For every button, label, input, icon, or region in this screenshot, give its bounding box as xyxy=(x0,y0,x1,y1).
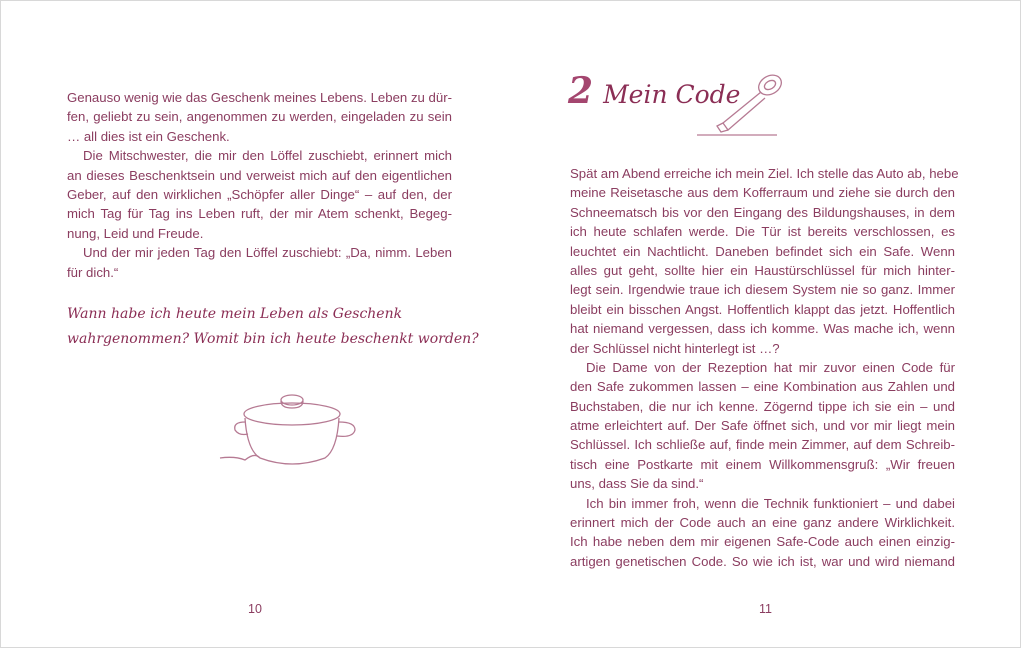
text-line: Die Dame von der Rezeption hat mir zuvor einen Code für xyxy=(586,359,955,375)
text-line: Ich habe neben dem mir eigenen Safe-Code auch einen einzig- xyxy=(570,534,955,550)
text-line: mich Tag für Tag ins Leben ruft, der mir Atem schenkt, Begeg- xyxy=(67,206,452,222)
right-body-text xyxy=(570,164,959,571)
cooking-pot-icon xyxy=(215,388,365,473)
text-line: den Safe zukommen lassen – eine Kombination aus Zahlen und xyxy=(570,379,955,395)
text-line: … all dies ist ein Geschenk. xyxy=(67,128,230,144)
text-line: Schlüssel. Ich schließe auf, finde mein Zimmer, auf dem Schreib- xyxy=(570,437,955,453)
text-line: bleibt ein bisschen Angst. Hoffentlich klappt das jetzt. Hoffentlich xyxy=(570,301,955,317)
left-page xyxy=(0,0,510,648)
text-line: Schneematsch bis vor den Eingang des Bildungshauses, in dem xyxy=(570,204,955,220)
text-line: erinnert mich der Code auch an eine ganz andere Wirklichkeit. xyxy=(570,515,955,531)
text-line: meine Reisetasche aus dem Kofferraum und ziehe sie durch den xyxy=(570,185,955,201)
text-line: Buchstaben, die nur ich kenne. Zögernd tippe ich sie ein – und xyxy=(570,398,955,414)
question-line: Wann habe ich heute mein Leben als Geschenk xyxy=(67,306,403,322)
text-line: Ich bin immer froh, wenn die Technik funktioniert – und dabei xyxy=(586,495,955,511)
text-line: Spät am Abend erreiche ich mein Ziel. Ich stelle das Auto ab, hebe xyxy=(570,166,959,181)
text-line: für dich.“ xyxy=(67,264,119,280)
key-icon xyxy=(695,68,790,138)
right-page xyxy=(510,0,1021,648)
question-line: wahrgenommen? Womit bin ich heute beschenkt worden? xyxy=(67,331,479,347)
text-line: an dieses Beschenktsein und verweist mich auf den eigentlichen xyxy=(67,167,452,183)
text-line: Und der mir jeden Tag den Löffel zuschiebt: „Da, nimm. Leben xyxy=(83,245,452,261)
text-line: hat niemand vergessen, dass ich komme. Was mache ich, wenn xyxy=(570,321,955,337)
text-line: Genauso wenig wie das Geschenk meines Lebens. Leben zu dür- xyxy=(67,90,452,105)
text-line: legt sein. Irgendwie traue ich diesem System nie so ganz. Immer xyxy=(570,282,955,298)
text-line: alles gut geht, sollte hier ein Haustürschlüssel für mich hinter- xyxy=(570,262,955,278)
text-line: uns, dass Sie da sind.“ xyxy=(570,476,704,492)
chapter-number: 2 xyxy=(568,70,594,112)
text-line: nung, Leid und Freude. xyxy=(67,225,204,241)
left-body-text xyxy=(67,88,452,282)
text-line: fen, geliebt zu sein, angenommen zu werden, eingeladen zu sein xyxy=(67,109,452,125)
text-line: Geber, auf den wirklichen „Schöpfer aller Dinge“ – auf den, der xyxy=(67,186,452,202)
text-line: ich heute schlafen werde. Die Tür ist bereits verschlossen, es xyxy=(570,224,955,240)
text-line: der Schlüssel nicht hinterlegt ist …? xyxy=(570,340,780,356)
chapter-title: Mein Code xyxy=(603,80,741,109)
page-number: 11 xyxy=(759,602,772,616)
page-number: 10 xyxy=(248,602,262,616)
text-line: leuchtet ein Nachtlicht. Daneben befindet sich ein Safe. Wenn xyxy=(570,243,955,259)
text-line: Die Mitschwester, die mir den Löffel zuschiebt, erinnert mich xyxy=(83,148,452,164)
reflection-question xyxy=(67,302,479,352)
text-line: atme erleichtert auf. Der Safe öffnet sich, und vor mir liegt mein xyxy=(570,418,955,434)
text-line: tisch eine Postkarte mit einem Willkommensgruß: „Wir freuen xyxy=(570,456,955,472)
text-line: artigen genetischen Code. So wie ich ist, war und wird niemand xyxy=(570,553,955,569)
